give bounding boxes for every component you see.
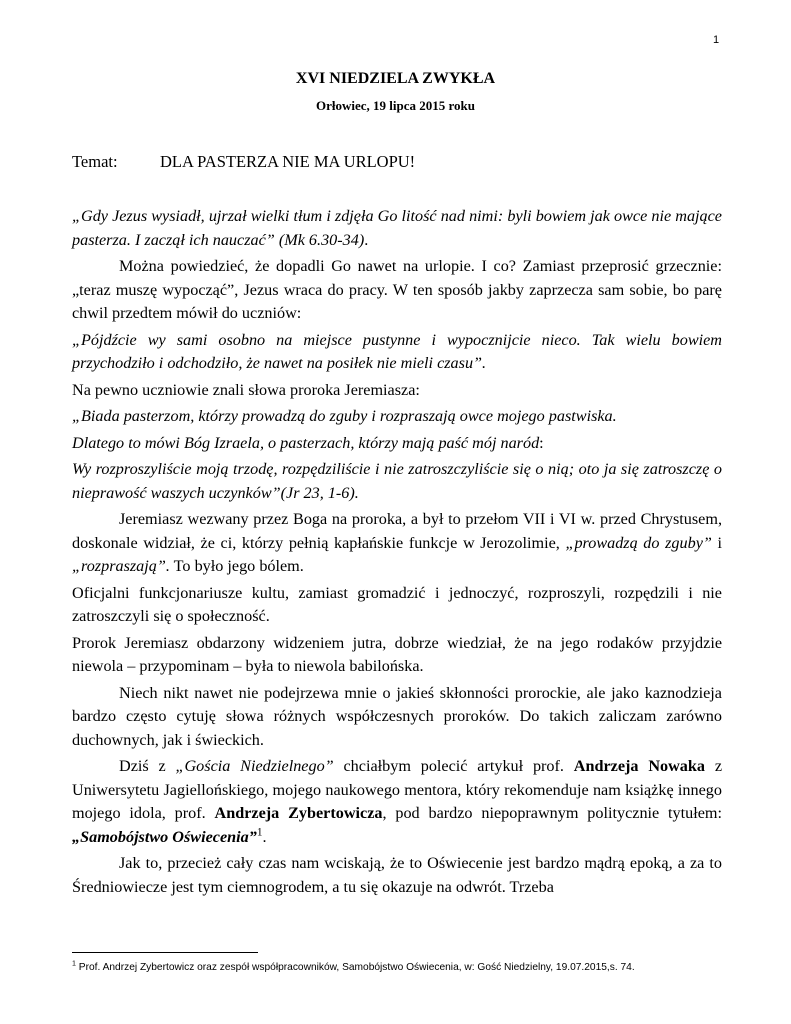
gospel-quote [72,205,722,252]
paragraph: Niech nikt nawet nie podejrzewa mnie o jakieś skłonności prorockie, ale jako kaznodzieja bardzo często cytuję słowa różnych współczesnych proroków. Do takich zaliczam zarówno duchownych, jak i świeckich. [72,683,722,749]
gospel-quote-text: „Gdy Jezus wysiadł, ujrzał wielki tłum i zdjęła Go litość nad nimi: byli bowiem jak owce nie mające pasterza. I zaczął ich nauczać” (Mk 6.30-34) [72,207,722,249]
text-run: chciałbym polecić artykuł prof. [333,757,574,775]
text-run: i [711,533,722,552]
paragraph: Prorok Jeremiasz obdarzony widzeniem jutra, dobrze wiedział, że na jego rodaków przyjdzie niewola – przypominam – była to niewola babilońska. [72,633,722,675]
quote-text: Wy rozproszyliście moją trzodę, rozpędziliście i nie zatroszczyliście się o nią; oto ja się zatroszczę o nieprawość waszych uczynków”(Jr 23, 1-6). [72,460,722,502]
quote-text: „Pójdźcie wy sami osobno na miejsce pustynne i wypocznijcie nieco. Tak wielu bowiem przychodziło i odchodziło, że nawet na posiłek nie mieli czasu”. [72,330,722,372]
bold-run: Andrzeja Nowaka [573,757,705,775]
italic-run: „prowadzą do zguby” [565,533,712,552]
text-run: . [262,827,267,846]
topic-line [72,152,415,172]
page-title: XVI NIEDZIELA ZWYKŁA [295,70,496,87]
text-run: To było jego bólem. [169,557,304,575]
paragraph: Jak to, przecież cały czas nam wciskają, że to Oświecenie jest bardzo mądrą epoką, a za to Średniowiecze jest tym ciemnogrodem, a tu się okazuje na odwrót. Trzeba [72,854,722,896]
page-subtitle: Orłowiec, 19 lipca 2015 roku [315,98,475,113]
paragraph: Można powiedzieć, że dopadli Go nawet na urlopie. I co? Zamiast przeprosić grzecznie: „teraz muszę wypocząć”, Jezus wraca do pracy. W ten sposób jakby zaprzecza sam sobie, bo parę chwil przedtem mówił do uczniów: [72,257,722,322]
topic-label: Temat: [72,152,118,171]
paragraph [72,755,722,849]
bold-run [72,828,257,846]
sermon-body [72,205,722,902]
quote-end: : [539,433,544,452]
paragraph: Oficjalni funkcjonariusze kultu, zamiast gromadzić i jednoczyć, rozproszyli, rozpędzili i nie zatroszczyli się o społeczność. [72,583,722,625]
quote-paragraph [72,432,722,456]
text-run: Jeremiasz wezwany przez Boga na proroka, a był to przełom VII i VI w. przed Chrystusem, doskonale widział, że ci, którzy pełnią kapłańskie funkcje w Jerozolimie, [72,510,722,552]
text-run: , pod bardzo niepoprawnym politycznie tytułem: [382,804,723,822]
paragraph: Na pewno uczniowie znali słowa proroka Jeremiasza: [72,380,420,399]
bold-run: Andrzeja Zybertowicza [214,804,383,822]
gospel-quote-end: . [364,230,369,249]
italic-run: „rozpraszają”. [72,557,170,575]
footnote-mark: 1 [72,959,76,968]
quote-text: Dlatego to mówi Bóg Izraela, o pasterzach, którzy mają paść mój naród [72,433,540,452]
book-title: „Samobójstwo Oświecenia” [72,827,257,846]
footnote [72,959,762,973]
text-run: z Uniwersytetu Jagiellońskiego, mojego naukowego mentora, który rekomenduje nam książkę innego mojego idola, prof. [72,757,722,822]
footnote-text: Prof. Andrzej Zybertowicz oraz zespół współpracowników, Samobójstwo Oświecenia, w: Gość Niedzielny, 19.07.2015,s. 74. [75,962,635,973]
topic-text: DLA PASTERZA NIE MA URLOPU! [160,152,416,171]
quote-paragraph [72,458,722,505]
paragraph [72,508,722,579]
text-run: Dziś z [119,757,176,775]
quote-text: „Biada pasterzom, którzy prowadzą do zguby i rozpraszają owce mojego pastwiska. [72,407,617,425]
quote-paragraph [72,329,722,376]
italic-run: „Gościa Niedzielnego” [175,757,334,775]
quote-paragraph [72,405,722,429]
footnote-separator [72,952,258,953]
page-number: 1 [713,34,720,46]
footnote-ref[interactable]: 1 [256,826,263,839]
